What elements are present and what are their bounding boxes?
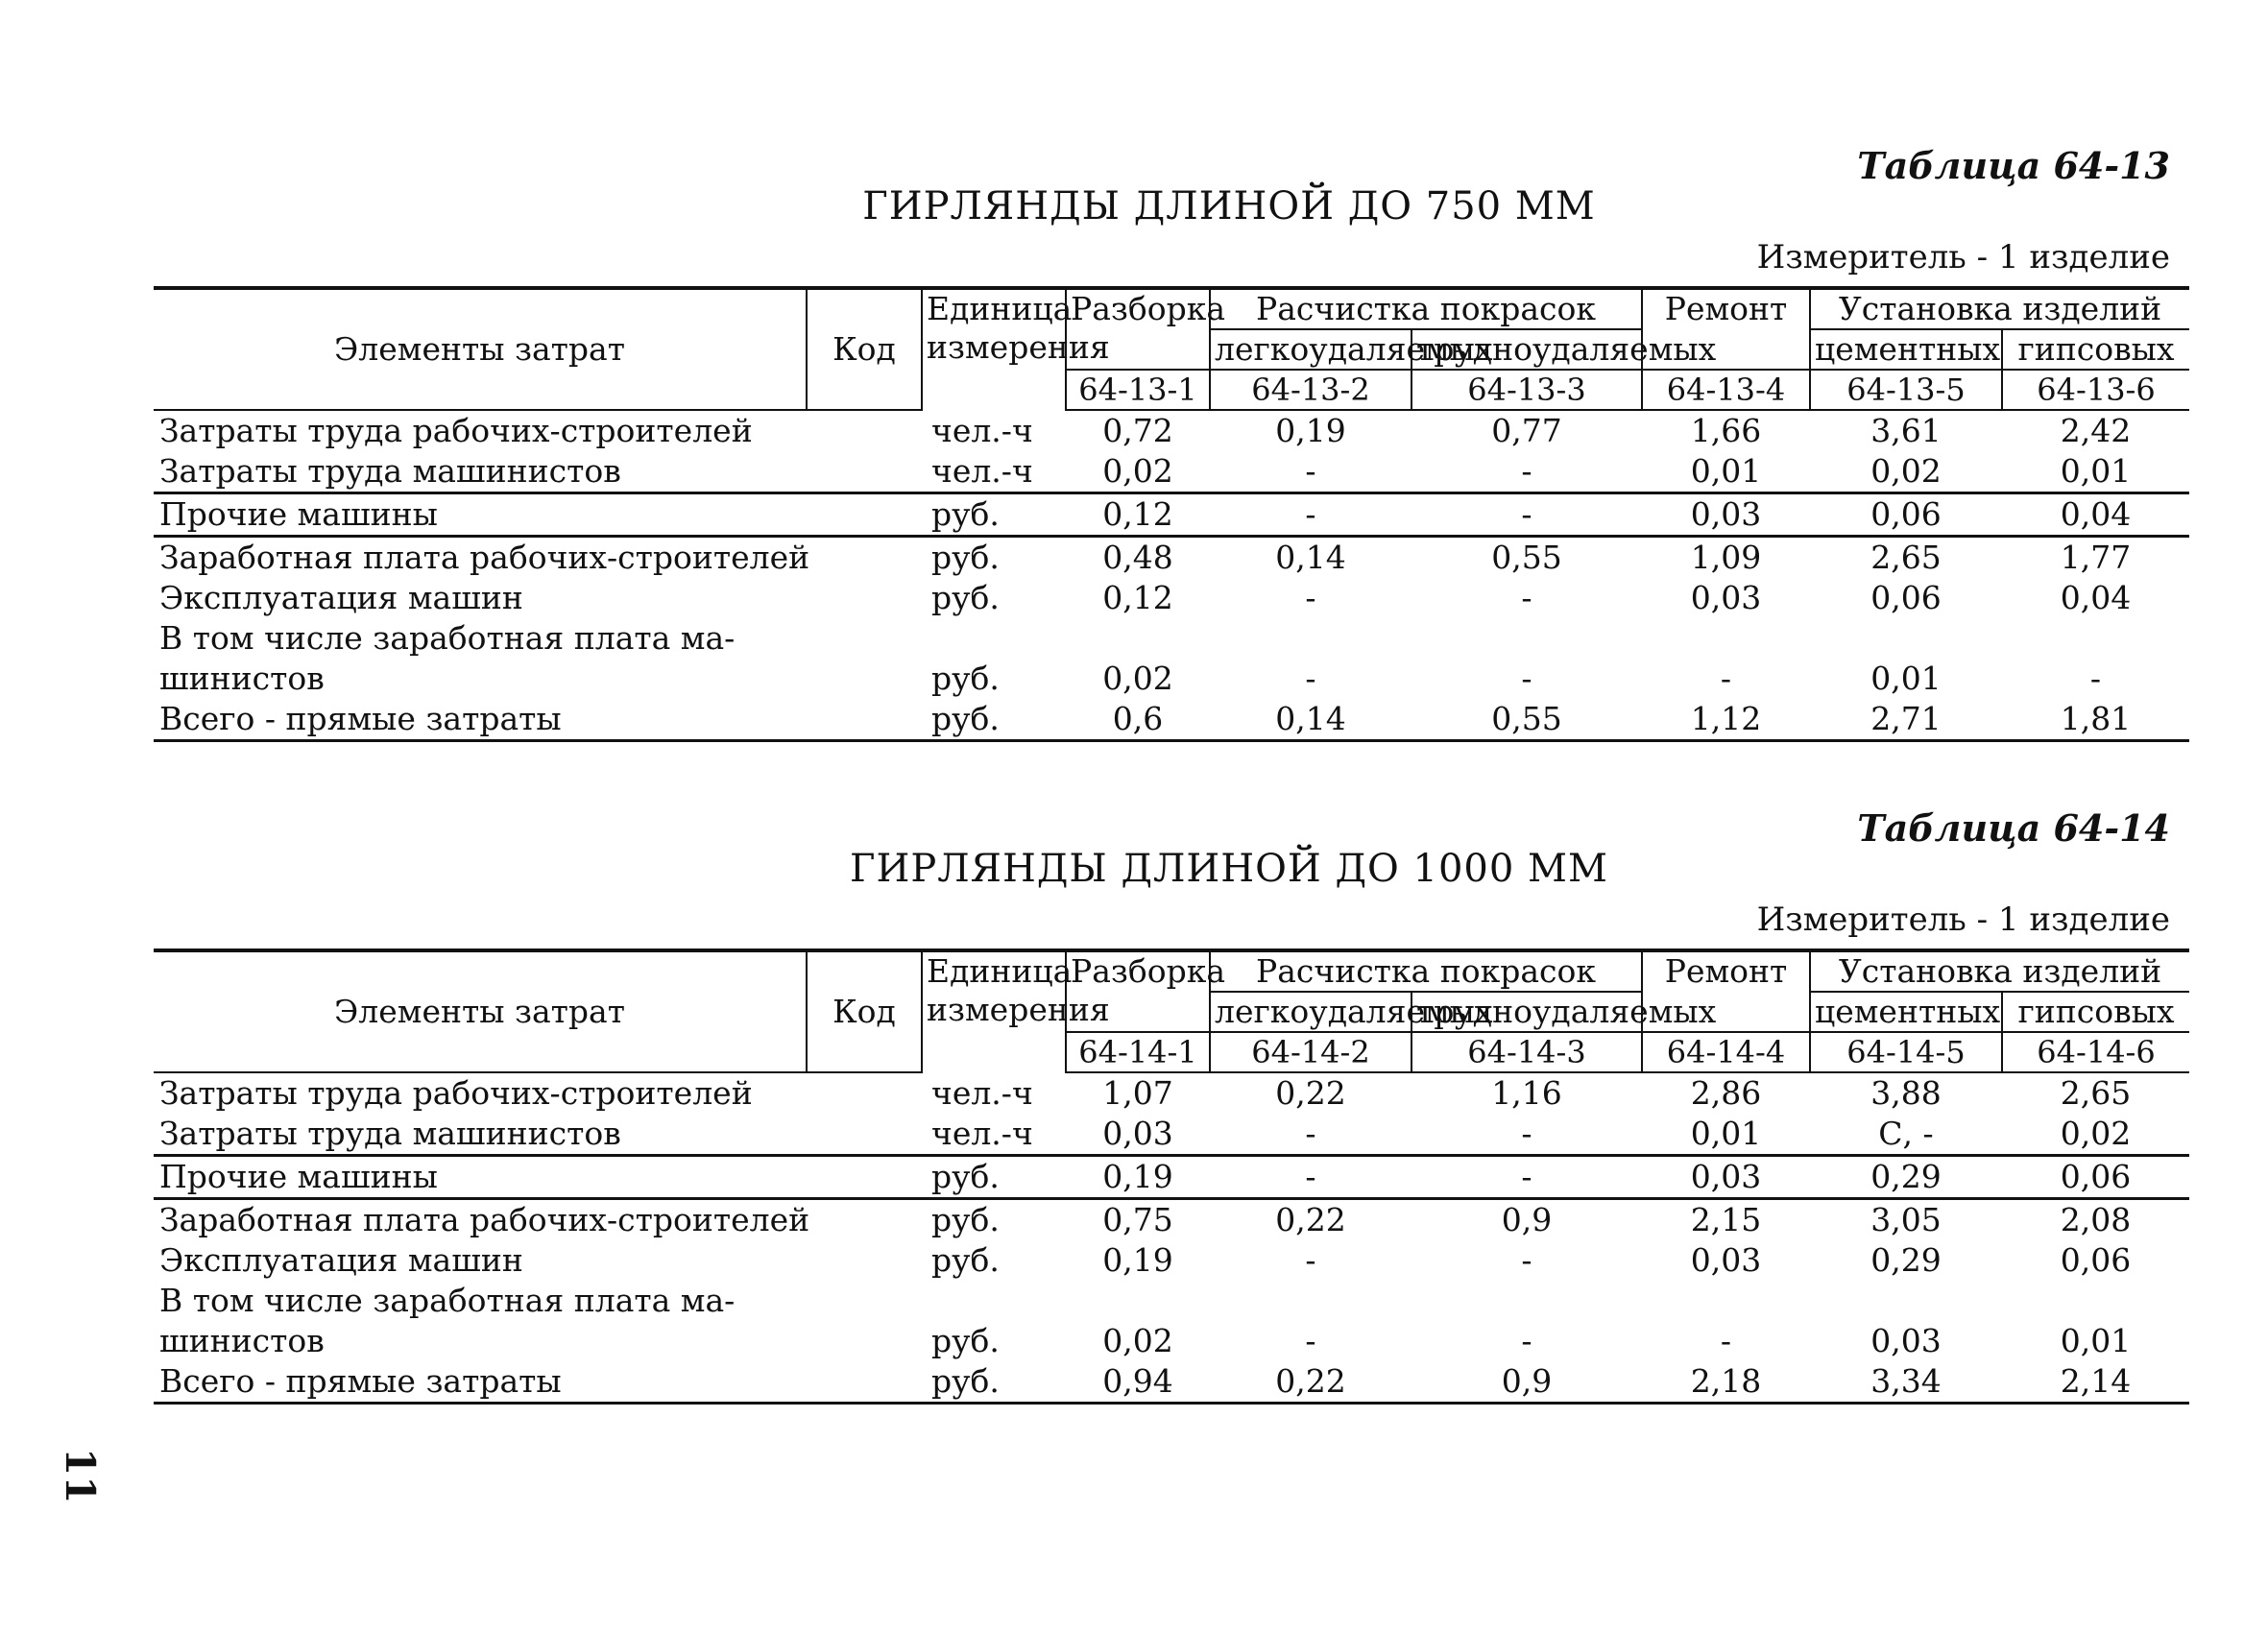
code-cell: 64-14-2 (1210, 1032, 1411, 1072)
value-cell: 3,34 (1810, 1361, 2002, 1404)
value-cell: - (1411, 1156, 1642, 1199)
value-cell: 3,61 (1870, 412, 1942, 449)
value-cell: 2,42 (2060, 412, 2132, 449)
value-cell: 2,65 (1870, 539, 1942, 576)
value-cell (1210, 1281, 1411, 1321)
row-name: Прочие машины (154, 1156, 807, 1199)
table-id-label: Таблица 64-14 (1857, 806, 2170, 850)
value-cell: 0,01 (1642, 451, 1810, 493)
value-cell: 1,09 (1690, 539, 1762, 576)
value-cell: 0,02 (1066, 451, 1210, 493)
code-cell: 64-14-6 (2002, 1032, 2189, 1072)
value-cell: 0,03 (1642, 493, 1810, 537)
code-cell: 64-13-4 (1642, 370, 1810, 410)
table-row (154, 451, 2189, 493)
value-cell: 0,22 (1275, 1074, 1346, 1112)
code-cell: 64-14-1 (1066, 1032, 1210, 1072)
value-cell: 0,9 (1501, 1201, 1553, 1238)
row-name: Эксплуатация машин (159, 579, 523, 616)
row-name: Заработная плата рабочих-строителей (159, 539, 810, 576)
value-cell: 0,75 (1102, 1201, 1173, 1238)
value-cell: 0,9 (1411, 1361, 1642, 1404)
row-unit: чел.-ч (922, 451, 1066, 493)
value-cell: 0,29 (1870, 1241, 1942, 1279)
table-row (154, 618, 2189, 659)
table-id-label: Таблица 64-13 (1857, 144, 2170, 187)
value-cell: 3,05 (1870, 1201, 1942, 1238)
table-row (154, 1321, 2189, 1361)
header-ustanovka: Установка изделий (1810, 288, 2189, 329)
header-raschistka: Расчистка покрасок (1210, 950, 1642, 992)
value-cell: 1,66 (1690, 412, 1762, 449)
value-cell: 0,72 (1102, 412, 1173, 449)
row-name: Затраты труда рабочих-строителей (159, 1074, 753, 1112)
table-measure: Измеритель - 1 изделие (1756, 901, 2170, 939)
value-cell: 0,55 (1411, 699, 1642, 741)
value-cell (1642, 618, 1810, 659)
table-row (154, 410, 2189, 451)
table-block-64-14 (154, 806, 2189, 1405)
row-unit: руб. (931, 660, 1000, 697)
row-unit (922, 618, 1066, 659)
row-name: Всего - прямые затраты (154, 699, 807, 741)
value-cell (1066, 1281, 1210, 1321)
row-unit: руб. (922, 1156, 1066, 1199)
value-cell: 0,06 (2060, 1241, 2132, 1279)
header-raschistka: Расчистка покрасок (1210, 288, 1642, 329)
header-elements: Элементы затрат (154, 950, 807, 1072)
header-gips: гипсовых (2002, 992, 2189, 1032)
value-cell: - (1210, 1114, 1411, 1156)
row-name: Затраты труда машинистов (154, 451, 807, 493)
value-cell: 0,06 (1810, 493, 2002, 537)
value-cell: 0,12 (1102, 579, 1173, 616)
table-title: ГИРЛЯНДЫ ДЛИНОЙ ДО 750 ММ (862, 184, 1596, 228)
value-cell: - (1210, 1156, 1411, 1199)
value-cell (2002, 618, 2189, 659)
value-cell: 0,02 (1810, 451, 2002, 493)
table-row (154, 699, 2189, 741)
value-cell (1642, 1281, 1810, 1321)
value-cell: 0,55 (1491, 539, 1562, 576)
value-cell: 0,94 (1066, 1361, 1210, 1404)
value-cell: 0,01 (2060, 1322, 2132, 1359)
header-trudno: трудноудаляемых (1411, 992, 1642, 1032)
value-cell: 0,01 (1870, 660, 1942, 697)
value-cell: 0,22 (1275, 1201, 1346, 1238)
value-cell: - (1305, 579, 1316, 616)
value-cell: - (1411, 451, 1642, 493)
table-row (154, 1114, 2189, 1156)
value-cell: 0,29 (1810, 1156, 2002, 1199)
value-cell: 0,77 (1491, 412, 1562, 449)
header-gips: гипсовых (2002, 329, 2189, 370)
value-cell: - (1210, 493, 1411, 537)
value-cell: 0,12 (1066, 493, 1210, 537)
value-cell: 0,19 (1275, 412, 1346, 449)
value-cell: 1,07 (1102, 1074, 1173, 1112)
value-cell: 0,03 (1690, 1241, 1762, 1279)
table-row (154, 1156, 2189, 1199)
row-unit: руб. (931, 1201, 1000, 1238)
code-cell: 64-14-4 (1642, 1032, 1810, 1072)
table-row (154, 537, 2189, 579)
row-name: В том числе заработная плата ма- (159, 619, 736, 657)
value-cell: С, - (1810, 1114, 2002, 1156)
value-cell: - (2089, 660, 2102, 697)
header-unit: Единица измерения (922, 288, 1066, 410)
value-cell: 0,04 (2002, 493, 2189, 537)
value-cell (1411, 1281, 1642, 1321)
value-cell: - (1305, 660, 1316, 697)
value-cell: 2,18 (1642, 1361, 1810, 1404)
value-cell: - (1411, 1114, 1642, 1156)
value-cell: - (1521, 1241, 1532, 1279)
row-unit: руб. (922, 699, 1066, 741)
code-cell: 64-14-3 (1411, 1032, 1642, 1072)
value-cell: 0,01 (1642, 1114, 1810, 1156)
value-cell: 0,03 (1870, 1322, 1942, 1359)
value-cell: 0,14 (1210, 699, 1411, 741)
page-number: 11 (57, 1448, 104, 1504)
row-name: Затраты труда машинистов (154, 1114, 807, 1156)
header-cement: цементных (1810, 329, 2002, 370)
table-row (154, 578, 2189, 618)
value-cell: 0,22 (1210, 1361, 1411, 1404)
value-cell: 2,15 (1690, 1201, 1762, 1238)
header-code: Код (807, 950, 922, 1072)
value-cell: 0,6 (1066, 699, 1210, 741)
value-cell: 0,19 (1102, 1241, 1173, 1279)
value-cell (1210, 618, 1411, 659)
table-measure: Измеритель - 1 изделие (1756, 238, 2170, 276)
value-cell: - (1305, 1241, 1316, 1279)
value-cell (2002, 1281, 2189, 1321)
value-cell: 0,06 (2002, 1156, 2189, 1199)
value-cell: 1,77 (2060, 539, 2132, 576)
value-cell: - (1521, 660, 1532, 697)
value-cell: 0,48 (1102, 539, 1173, 576)
value-cell: 0,02 (1102, 1322, 1173, 1359)
value-cell: - (1720, 660, 1732, 697)
value-cell: 2,65 (2060, 1074, 2132, 1112)
value-cell: 3,88 (1870, 1074, 1942, 1112)
code-cell: 64-13-2 (1210, 370, 1411, 410)
table-row (154, 1240, 2189, 1281)
row-unit: руб. (931, 1322, 1000, 1359)
value-cell (1066, 618, 1210, 659)
row-name: шинистов (159, 1322, 325, 1359)
header-trudno: трудноудаляемых (1411, 329, 1642, 370)
cost-table (154, 949, 2189, 1405)
value-cell: 0,04 (2060, 579, 2132, 616)
table-row (154, 659, 2189, 699)
value-cell: 2,08 (2060, 1201, 2132, 1238)
header-elements: Элементы затрат (154, 288, 807, 410)
value-cell (1810, 618, 2002, 659)
header-unit: Единица измерения (922, 950, 1066, 1072)
header-remont: Ремонт (1642, 288, 1810, 370)
value-cell: - (1210, 451, 1411, 493)
table-row (154, 1281, 2189, 1321)
value-cell: - (1411, 493, 1642, 537)
row-name: Заработная плата рабочих-строителей (159, 1201, 810, 1238)
header-razborka: Разборка (1066, 950, 1210, 1032)
value-cell: - (1305, 1322, 1316, 1359)
code-cell: 64-14-5 (1810, 1032, 2002, 1072)
row-unit: руб. (922, 1361, 1066, 1404)
table-title: ГИРЛЯНДЫ ДЛИНОЙ ДО 1000 ММ (850, 847, 1608, 891)
value-cell: 1,16 (1491, 1074, 1562, 1112)
value-cell (1810, 1281, 2002, 1321)
row-unit: руб. (931, 1241, 1000, 1279)
table-row (154, 1361, 2189, 1404)
row-unit: руб. (931, 539, 1000, 576)
value-cell: 0,03 (1690, 579, 1762, 616)
value-cell: 1,12 (1642, 699, 1810, 741)
header-remont: Ремонт (1642, 950, 1810, 1032)
value-cell: 0,01 (2002, 451, 2189, 493)
row-unit: чел.-ч (931, 1074, 1033, 1112)
code-cell: 64-13-1 (1066, 370, 1210, 410)
value-cell: 0,03 (1642, 1156, 1810, 1199)
header-cement: цементных (1810, 992, 2002, 1032)
value-cell: 1,81 (2002, 699, 2189, 741)
value-cell (1411, 618, 1642, 659)
code-cell: 64-13-5 (1810, 370, 2002, 410)
table-block-64-13 (154, 144, 2189, 742)
row-name: Затраты труда рабочих-строителей (159, 412, 753, 449)
value-cell: 0,02 (1102, 660, 1173, 697)
value-cell: 2,14 (2002, 1361, 2189, 1404)
value-cell: 0,14 (1275, 539, 1346, 576)
header-code: Код (807, 288, 922, 410)
row-name: Прочие машины (154, 493, 807, 537)
header-razborka: Разборка (1066, 288, 1210, 370)
cost-table (154, 286, 2189, 742)
value-cell: - (1720, 1322, 1732, 1359)
value-cell: 0,06 (1870, 579, 1942, 616)
row-unit: чел.-ч (922, 1114, 1066, 1156)
value-cell: - (1521, 579, 1532, 616)
value-cell: 0,03 (1066, 1114, 1210, 1156)
value-cell: 0,19 (1066, 1156, 1210, 1199)
row-unit: руб. (931, 579, 1000, 616)
value-cell: 0,02 (2002, 1114, 2189, 1156)
header-legko: легкоудаляемых (1210, 329, 1411, 370)
header-ustanovka: Установка изделий (1810, 950, 2189, 992)
code-cell: 64-13-6 (2002, 370, 2189, 410)
table-row (154, 493, 2189, 537)
table-row (154, 1199, 2189, 1241)
row-name: шинистов (159, 660, 325, 697)
row-name: Всего - прямые затраты (154, 1361, 807, 1404)
value-cell: 2,86 (1690, 1074, 1762, 1112)
value-cell: - (1521, 1322, 1532, 1359)
header-legko: легкоудаляемых (1210, 992, 1411, 1032)
row-unit (922, 1281, 1066, 1321)
code-cell: 64-13-3 (1411, 370, 1642, 410)
row-unit: чел.-ч (931, 412, 1033, 449)
row-name: Эксплуатация машин (159, 1241, 523, 1279)
row-name: В том числе заработная плата ма- (159, 1282, 736, 1319)
row-unit: руб. (922, 493, 1066, 537)
table-row (154, 1072, 2189, 1114)
value-cell: 2,71 (1810, 699, 2002, 741)
